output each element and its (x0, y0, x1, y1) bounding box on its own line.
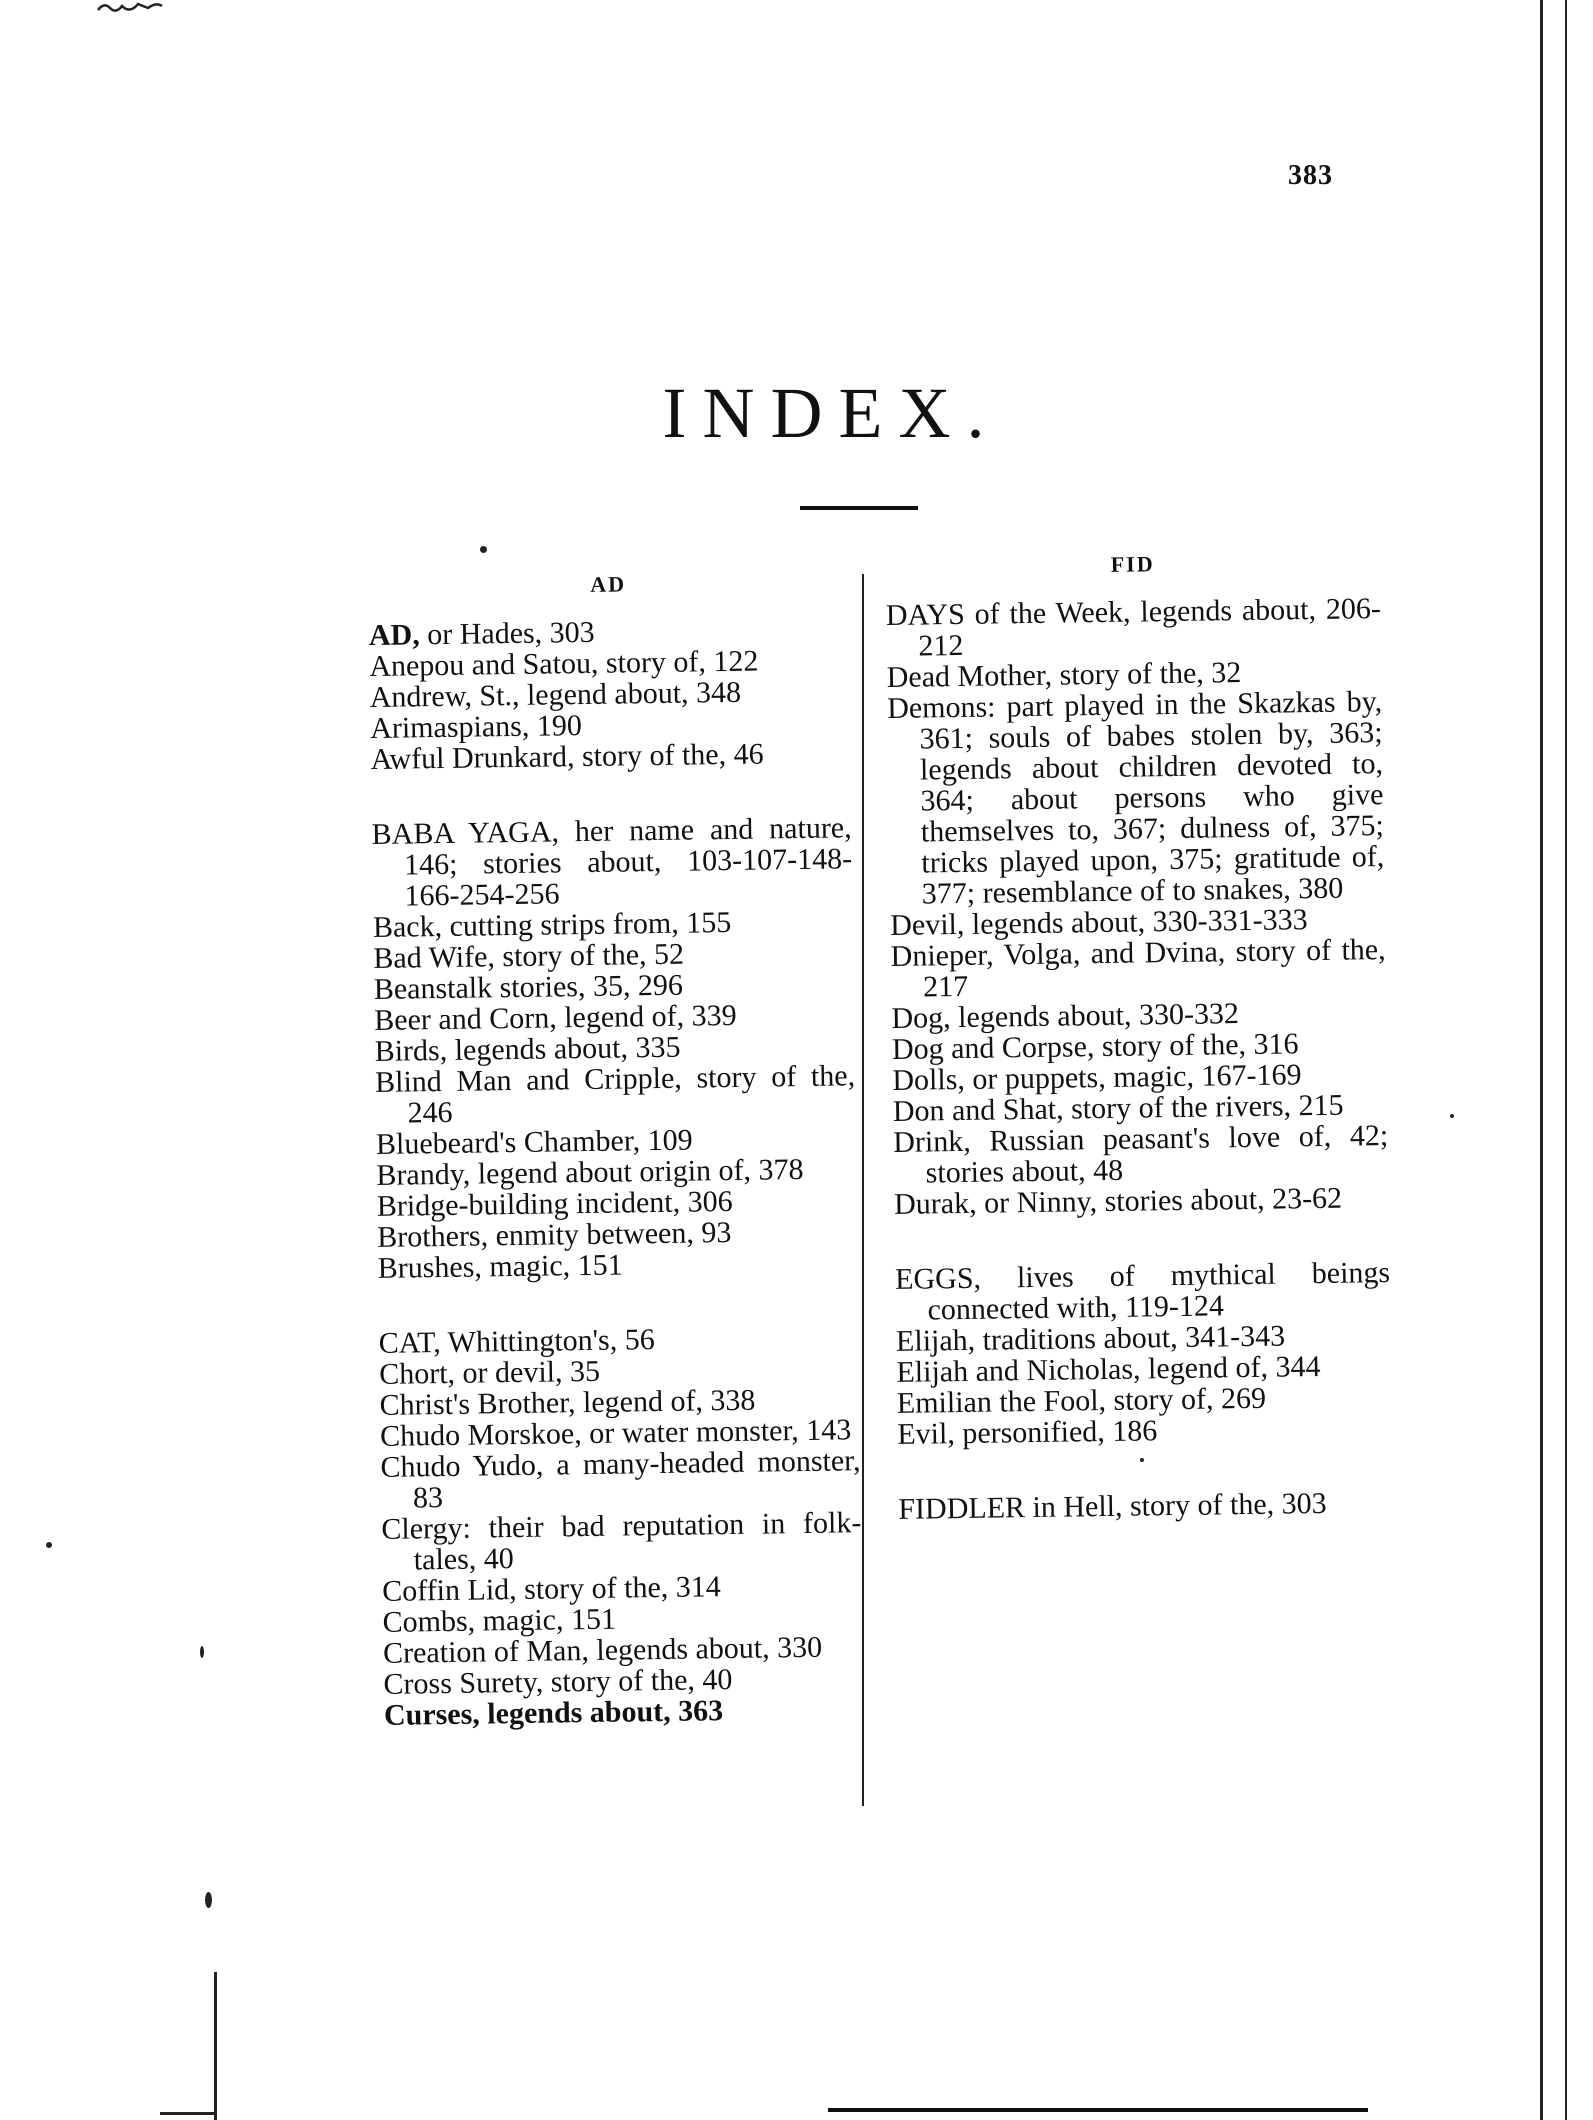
ink-speck (480, 546, 487, 553)
ink-speck (1140, 1458, 1144, 1462)
index-entry: BABA YAGA, her name and nature, 146; stories about, 103-107-148-166-254-256 (371, 811, 853, 913)
page-edge-line (1565, 0, 1567, 2120)
index-entry: Birds, legends about, 335 (374, 1030, 681, 1068)
index-entry: Brothers, enmity between, 93 (377, 1215, 732, 1254)
index-entry: EGGS, lives of mythical beings connected with, 119-124 (894, 1256, 1391, 1327)
corner-scribble-icon (96, 0, 166, 16)
ink-speck (200, 1646, 204, 1658)
index-entry: Dog and Corpse, story of the, 316 (891, 1027, 1299, 1066)
title-rule (800, 506, 918, 510)
index-entry: Dnieper, Volga, and Dvina, story of the, 217 (890, 933, 1386, 1004)
index-entry: Arimaspians, 190 (369, 709, 583, 745)
right-running-header: FID (1110, 551, 1155, 577)
index-entry: Chort, or devil, 35 (378, 1354, 601, 1391)
index-entry: Brushes, magic, 151 (377, 1248, 623, 1285)
index-entry: Awful Drunkard, story of the, 46 (370, 737, 764, 776)
index-entry: Blind Man and Cripple, story of the, 246 (374, 1059, 856, 1130)
right-column (885, 545, 1394, 1525)
index-entry: Brandy, legend about origin of, 378 (376, 1152, 804, 1192)
index-entry: Dolls, or puppets, magic, 167-169 (892, 1058, 1302, 1097)
binding-edge-foot (160, 2112, 216, 2115)
index-entry: Emilian the Fool, story of, 269 (896, 1381, 1267, 1420)
index-entry (384, 1693, 864, 1731)
index-entry: Christ's Brother, legend of, 338 (379, 1383, 756, 1422)
index-entry: FIDDLER in Hell, story of the, 303 (898, 1486, 1327, 1526)
entry-text: or Hades, 303 (419, 615, 595, 652)
index-entry: DAYS of the Week, legends about, 206-212 (885, 592, 1382, 663)
index-entry: Durak, or Ninny, stories about, 23-62 (893, 1181, 1343, 1221)
group-gap (378, 1277, 859, 1328)
entry-lead: AD, (368, 618, 420, 652)
page-number: 383 (1288, 160, 1333, 191)
index-entry: Cross Surety, story of the, 40 (383, 1663, 733, 1701)
index-entry: Evil, personified, 186 (897, 1414, 1158, 1451)
ink-speck (46, 1542, 52, 1548)
index-entry: Bad Wife, story of the, 52 (373, 937, 685, 975)
index-entry: Don and Shat, story of the rivers, 215 (892, 1088, 1344, 1128)
index-entry: Drink, Russian peasant's love of, 42; stories about, 48 (893, 1119, 1389, 1190)
index-entry: Creation of Man, legends about, 330 (382, 1630, 823, 1670)
ink-speck (205, 1892, 212, 1908)
index-entry: Dog, legends about, 330-332 (891, 997, 1240, 1035)
index-entry: Bridge-building incident, 306 (376, 1184, 733, 1223)
index-entry: Chudo Yudo, a many-headed monster, 83 (380, 1444, 861, 1515)
ink-speck (1450, 1114, 1454, 1118)
page-edge-line (1540, 0, 1543, 2120)
index-entry: Beer and Corn, legend of, 339 (374, 998, 737, 1037)
index-entry: Elijah, traditions about, 341-343 (895, 1319, 1286, 1358)
index-entry: Andrew, St., legend about, 348 (369, 675, 742, 714)
index-entry: Chudo Morskoe, or water monster, 143 (379, 1413, 852, 1453)
index-entry: Dead Mother, story of the, 32 (886, 656, 1242, 694)
entry-lead: Curses, (383, 1697, 481, 1732)
index-entry: Combs, magic, 151 (382, 1602, 617, 1639)
index-entry: Anepou and Satou, story of, 122 (369, 644, 759, 683)
left-running-header: AD (590, 571, 627, 597)
index-entry: Bluebeard's Chamber, 109 (375, 1123, 693, 1161)
entry-text: legends about, 363 (479, 1694, 724, 1731)
index-entry: Demons: part played in the Skazkas by, 361; souls of babes stolen by, 363; legends about children devoted to, 364; about persons who give themselves to, 367; dulness of, 375; tricks played upon, 375; gratitude of, 377; resemblance of to snakes, 380 (886, 685, 1385, 911)
index-entry: CAT, Whittington's, 56 (378, 1323, 655, 1360)
index-entry: Coffin Lid, story of the, 314 (382, 1570, 722, 1608)
binding-edge-line (214, 1972, 217, 2120)
index-entry: Clergy: their bad reputation in folk-tales, 40 (381, 1506, 862, 1577)
index-entry: Beanstalk stories, 35, 296 (373, 968, 684, 1006)
index-entry: Elijah and Nicholas, legend of, 344 (896, 1350, 1321, 1389)
bottom-edge-line (828, 2108, 1368, 2112)
index-entry: Back, cutting strips from, 155 (372, 905, 732, 944)
left-column (368, 565, 864, 1731)
index-entry: Devil, legends about, 330-331-333 (889, 903, 1308, 942)
page-title: INDEX. (662, 373, 1001, 453)
